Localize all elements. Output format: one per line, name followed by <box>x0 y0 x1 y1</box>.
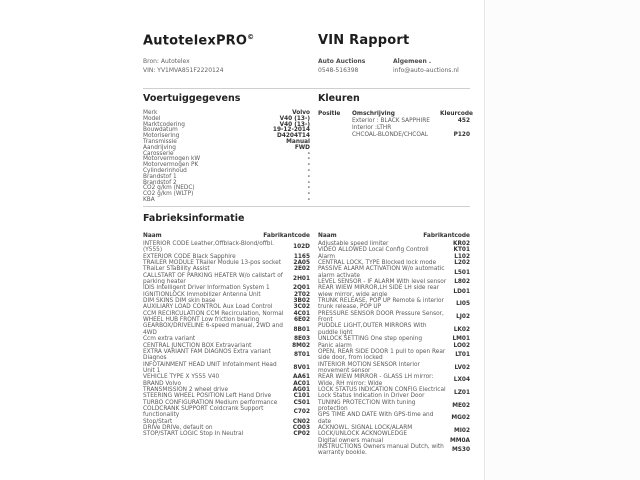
factory-item-code: CO03 <box>292 424 310 431</box>
vehicle-row-value: - <box>307 150 310 157</box>
factory-item-code: LX04 <box>453 377 470 384</box>
vehicle-row <box>143 198 310 204</box>
factory-item-name: LEVEL SENSOR - IF ALARM With level sensor <box>318 279 447 286</box>
report-title: VIN Rapport <box>318 33 410 48</box>
colors-row-description: Interior :LTHR <box>352 125 392 131</box>
factory-header-code: Fabrikantcode <box>263 233 310 239</box>
vehicle-section-title: Voertuiggegevens <box>143 93 241 104</box>
colors-header-row <box>318 111 473 118</box>
copyright-symbol: © <box>247 33 255 41</box>
factory-item-name: INSTRUCTIONS Owners manual Dutch, with warranty bookle. <box>318 444 444 457</box>
factory-item <box>143 406 310 419</box>
factory-item <box>143 241 310 254</box>
factory-item-code: 8T01 <box>293 352 310 359</box>
factory-item-code: AA61 <box>292 374 310 381</box>
factory-item-name: UNLOCK SETTING One step opening <box>318 336 423 343</box>
factory-item-code: LO02 <box>453 342 470 349</box>
vehicle-row-value: - <box>307 179 310 186</box>
vehicle-row-value: Manual <box>286 138 310 145</box>
vehicle-row-value: - <box>307 185 310 192</box>
factory-item-code: 4C01 <box>293 310 310 317</box>
vehicle-row-label: Motorvermogen kW <box>143 156 201 163</box>
factory-item-code: 8E03 <box>293 336 310 343</box>
colors-header-description: Omschrijving <box>352 111 395 117</box>
factory-column-right <box>318 233 470 457</box>
factory-item <box>318 444 470 457</box>
vehicle-row-label: Motorisering <box>143 133 180 140</box>
factory-item-code: LK02 <box>453 326 470 333</box>
factory-item-name: TUNING PROTECTION With tuning protection <box>318 399 416 412</box>
vehicle-row-value: Volvo <box>292 110 310 116</box>
factory-item-name: LOCK STATUS INDICATION CONFIG Electrical Lock Status Indication in Driver Door <box>318 386 446 400</box>
factory-item-code: AC01 <box>293 380 310 387</box>
factory-item-code: LT01 <box>455 352 470 359</box>
factory-item <box>318 362 470 375</box>
factory-item <box>318 349 470 362</box>
factory-item-code: C702 <box>293 409 310 416</box>
factory-item-name: AUXILIARY LOAD CONTROL Aux Load Control <box>143 304 273 311</box>
factory-item-name: BRAND Volvo <box>143 380 182 387</box>
factory-header-name: Naam <box>143 233 162 239</box>
app-title-text: AutotelexPRO <box>143 33 248 49</box>
vehicle-row-value: V40 (13-) <box>279 121 310 128</box>
factory-item-code: LM01 <box>452 336 470 343</box>
vehicle-row-label: Carosserie <box>143 150 174 157</box>
page-background-right <box>485 0 640 480</box>
factory-item-code: MI02 <box>454 428 470 435</box>
factory-item-code: 8V01 <box>293 364 310 371</box>
factory-left-header <box>143 233 310 240</box>
factory-item-code: LI05 <box>456 301 470 308</box>
factory-item-name: Alarm <box>318 253 336 260</box>
factory-item-code: KT01 <box>453 247 470 254</box>
factory-item-code: 6E02 <box>293 317 310 324</box>
factory-item-code: MS30 <box>451 447 470 454</box>
factory-item-name: TRUNK RELEASE, POP UP Remote & interior trunk release, POP UP <box>318 298 444 311</box>
factory-item-name: Panic alarm <box>318 342 352 349</box>
factory-item-name: TRANSMISSION 2 wheel drive <box>143 386 229 393</box>
factory-item-name: INTERIOR CODE Leather,Offblack-Blond/offbl. (Y555) <box>143 241 274 254</box>
factory-item-name: EXTERIOR CODE Black Sapphire <box>143 253 236 260</box>
factory-item-code: 8B01 <box>293 326 310 333</box>
vehicle-table <box>143 111 310 204</box>
factory-item-code: 2H01 <box>293 275 310 282</box>
vehicle-row-label: Aandrijving <box>143 144 176 151</box>
factory-item-code: KR02 <box>452 241 470 247</box>
factory-item <box>143 273 310 286</box>
vehicle-row-value: V40 (13-) <box>279 115 310 122</box>
factory-item-name: CALLSTART OF PARKING HEATER W/o callstart of parking heater <box>143 272 283 286</box>
vehicle-row-value: - <box>307 156 310 163</box>
colors-row <box>318 125 470 132</box>
vehicle-row-label: KBA <box>143 196 155 203</box>
factory-item-name: COLDCRANK SUPPORT Coldcrank Support functionality <box>143 405 264 419</box>
colors-row-position <box>318 132 352 139</box>
factory-item-name: PASSIVE ALARM ACTIVATION W/o automatic alarm activate <box>318 266 445 279</box>
factory-header-code: Fabrikantcode <box>423 233 470 239</box>
factory-item-name: OPEN, REAR SIDE DOOR 1 pull to open Rear side door, from locked <box>318 348 446 362</box>
colors-header-code: Kleurcode <box>440 111 473 117</box>
vehicle-row-value: FWD <box>294 144 310 151</box>
contact-block <box>318 58 393 75</box>
factory-item <box>318 298 470 311</box>
vehicle-row-value: - <box>307 191 310 198</box>
colors-row-code <box>440 125 470 132</box>
factory-item <box>318 400 470 413</box>
vehicle-row-label: CO2 g/km (NEDC) <box>143 185 195 192</box>
header-divider <box>143 88 470 89</box>
factory-item-name: CENTRAL JUNCTION BOX Extravariant <box>143 342 252 349</box>
factory-item-code: 8M02 <box>292 342 310 349</box>
contact-name: Auto Auctions <box>318 58 366 65</box>
factory-item <box>318 266 470 279</box>
factory-item <box>318 323 470 336</box>
factory-item-name: REAR WIEW MIRROR - GLASS LH mirror: Wide, RH mirror: Wide <box>318 374 434 387</box>
vehicle-row-value: - <box>307 196 310 203</box>
factory-item-code: LZ01 <box>454 390 470 397</box>
general-block <box>393 58 459 75</box>
vehicle-row-label: Cylinderinhoud <box>143 167 187 174</box>
factory-item <box>143 349 310 362</box>
page-right-edge <box>484 0 485 480</box>
factory-item-code: 2Q01 <box>292 285 310 292</box>
factory-item-name: Digital owners manual <box>318 437 384 444</box>
general-email: info@auto-auctions.nl <box>393 66 459 74</box>
vehicle-row-label: Brandstof 1 <box>143 173 177 180</box>
factory-item <box>318 425 470 438</box>
factory-item-name: TRaiLer STaBility Assist <box>143 266 210 273</box>
vehicle-row-label: Model <box>143 115 161 122</box>
factory-item-code: L202 <box>454 260 470 267</box>
vehicle-row-value: D4204T14 <box>277 133 310 140</box>
factory-item-name: STEERING WHEEL POSITION Left Hand Drive <box>143 393 272 400</box>
factory-item-name: VIDEO ALLOWED Local Config Controll <box>318 247 429 254</box>
factory-item-name: VEHICLE TYPE X Y555 V40 <box>143 374 220 381</box>
factory-item-name: DIM SKINS DIM skin base <box>143 298 216 305</box>
factory-item-code: 2A05 <box>293 260 310 267</box>
factory-item-code: L802 <box>454 279 470 286</box>
factory-item-name: INFOTAINMENT HEAD UNIT Infotainment Head Unit 1 <box>143 361 277 374</box>
vehicle-row-label: CO2 g/km (WLTP) <box>143 191 194 198</box>
factory-item-code: CN02 <box>292 418 310 425</box>
factory-item-name: PUDDLE LIGHT,OUTER MIRRORS With puddle light <box>318 323 427 336</box>
factory-item-name: CCM RECIRCULATION CCM Recirculation, Normal <box>143 310 284 317</box>
colors-row <box>318 118 470 125</box>
colors-table <box>318 111 473 139</box>
colors-row-description: CHCOAL-BLONDE/CHCOAL <box>352 132 428 138</box>
factory-item-code: 3B02 <box>293 298 310 305</box>
factory-item-name: IDIS Intelligent Driver Information System 1 <box>143 285 270 292</box>
factory-item-name: IGNITIONLOCK Immobilizer Antenna Unit <box>143 291 261 298</box>
contact-phone: 0548-516398 <box>318 66 359 74</box>
factory-item <box>318 412 470 425</box>
factory-right-header <box>318 233 470 240</box>
factory-item-name: GEARBOX/DRIVELINE 6-speed manual, 2WD and 4WD <box>143 323 283 336</box>
factory-item-name: DRIVe DRIVe, default on <box>143 424 213 431</box>
vehicle-row-label: Merk <box>143 110 158 116</box>
factory-item-code: MM0A <box>449 437 470 444</box>
factory-item-code: 102D <box>293 244 310 251</box>
colors-row-code: 452 <box>457 118 470 124</box>
section-divider <box>143 206 470 207</box>
factory-item <box>318 387 470 400</box>
factory-item-name: Stop/Start <box>143 418 173 425</box>
factory-item <box>143 323 310 336</box>
factory-item-code: C501 <box>293 399 310 406</box>
vehicle-row-label: Transmissie <box>143 138 177 145</box>
source-line: Bron: Autotelex <box>143 58 190 65</box>
factory-item-name: TRAILER MODULE TRailer Module 13-pos socket <box>143 260 282 267</box>
factory-item-name: PRESSURE SENSOR DOOR Pressure Sensor, Front <box>318 310 444 324</box>
colors-section-title: Kleuren <box>318 93 360 104</box>
colors-row-position <box>318 125 352 132</box>
factory-item-name: Adjustable speed limiter <box>318 241 389 247</box>
factory-item-name: EXTRA VARIANT FAM DIAGNOS Extra variant Diagnos <box>143 348 271 362</box>
colors-row <box>318 132 470 139</box>
factory-item-code: CP02 <box>293 431 310 438</box>
factory-item-code: 2E02 <box>293 266 310 273</box>
factory-item-code: LD01 <box>453 288 470 295</box>
general-label: Algemeen . <box>393 58 432 65</box>
factory-item <box>318 374 470 387</box>
factory-item-code: AG01 <box>292 386 310 393</box>
colors-header-position: Positie <box>318 111 341 117</box>
factory-item-name: GPS TIME AND DATE With GPS-time and date <box>318 412 434 425</box>
factory-item <box>143 431 310 437</box>
factory-header-name: Naam <box>318 233 337 239</box>
factory-item-code: ME02 <box>452 402 470 409</box>
factory-item <box>318 311 470 324</box>
factory-item-code: MG02 <box>451 415 470 422</box>
vehicle-row-value: - <box>307 173 310 180</box>
factory-item-name: CENTRAL LOCK, TYPE Blocked lock mode <box>318 260 437 267</box>
colors-row-description: Exterior : BLACK SAPPHIRE <box>352 118 430 124</box>
factory-column-left <box>143 233 310 438</box>
factory-item-code: L102 <box>454 253 470 260</box>
vehicle-row-value: - <box>307 167 310 174</box>
factory-item-name: TURBO CONFIGURATION Medium performance <box>143 399 278 406</box>
header-meta-left <box>143 58 224 75</box>
factory-section-title: Fabrieksinformatie <box>143 213 245 224</box>
factory-item-code: LJ02 <box>456 313 470 320</box>
vehicle-row-value: 19-12-2014 <box>272 127 310 134</box>
colors-row-code: P120 <box>453 132 470 138</box>
vehicle-row-label: Motorvermogen PK <box>143 162 199 169</box>
factory-item-code: LV02 <box>454 364 470 371</box>
vehicle-row-label: Bouwdatum <box>143 127 178 134</box>
factory-item-name: REAR WIEW MIRROR,LH SIDE LH side rear wiew mirror, wide angle <box>318 285 440 298</box>
factory-item-name: STOP/START LOGIC Stop In Neutral <box>143 431 244 438</box>
header-meta-right <box>318 58 459 75</box>
factory-item-name: Ccm extra variant <box>143 336 196 343</box>
factory-item-name: WHEEL HUB FRONT Low friction bearing <box>143 317 260 324</box>
factory-item-name: INTERIOR MOTION SENSOR Interior movement sensor <box>318 361 420 374</box>
colors-row-position <box>318 118 352 125</box>
factory-item <box>318 285 470 298</box>
vehicle-row-label: Marktcodering <box>143 121 185 128</box>
factory-item-code: 1165 <box>293 253 310 260</box>
factory-item-code: C101 <box>293 393 310 400</box>
factory-item <box>143 362 310 375</box>
vehicle-row-label: Brandstof 2 <box>143 179 177 186</box>
factory-item-code: 2T02 <box>293 291 310 298</box>
factory-item-name: ACKNOWL. SIGNAL LOCK/ALARM LOCK/UNLOCK ACKNOWLEDGE <box>318 424 413 438</box>
app-title <box>143 33 254 48</box>
vehicle-row-value: - <box>307 162 310 169</box>
factory-item-code: L501 <box>454 269 470 276</box>
factory-item-code: 3C02 <box>293 304 310 311</box>
vin-line: VIN: YV1MVA851F2220124 <box>143 66 224 74</box>
